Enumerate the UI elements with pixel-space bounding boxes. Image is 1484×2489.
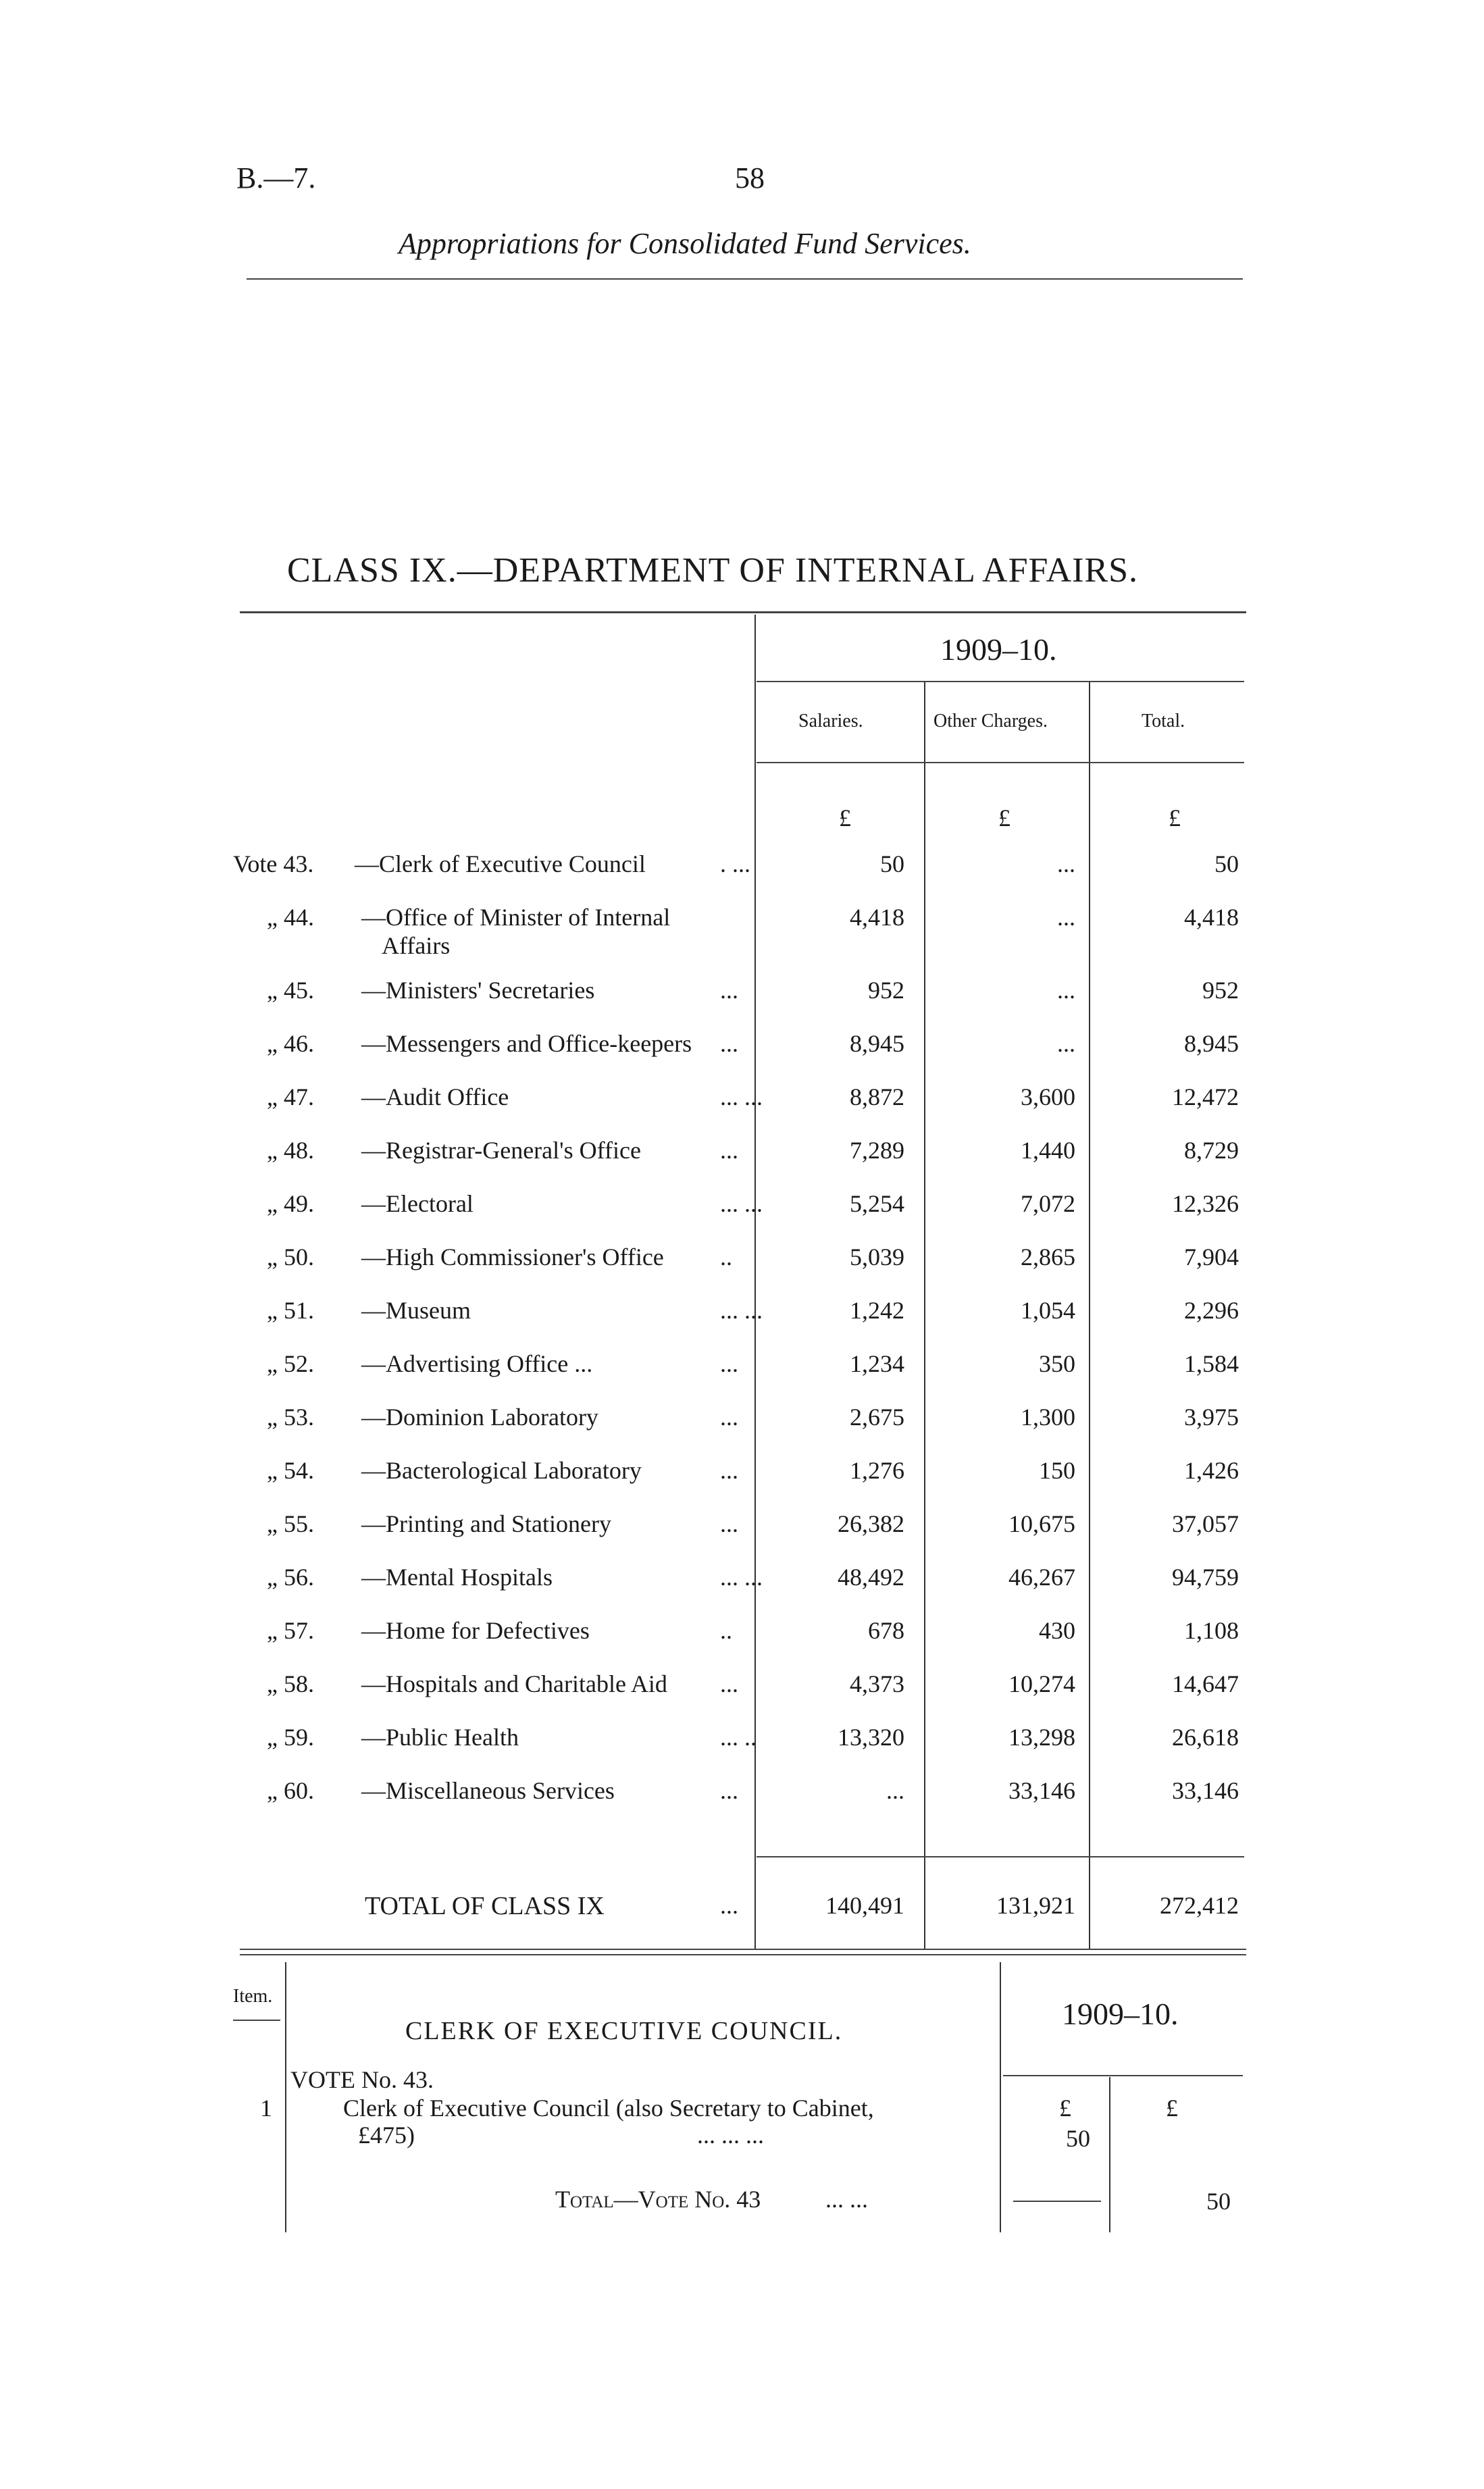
table-row <box>0 976 1484 1017</box>
vote-description: —Bacterological Laboratory <box>361 1457 642 1484</box>
total-cell: 14,647 <box>1172 1670 1239 1697</box>
col-header-total: Total. <box>1142 711 1185 732</box>
total-cell: 8,945 <box>1184 1030 1239 1057</box>
other-charges-cell: 1,440 <box>1021 1137 1075 1164</box>
vote-description: —Home for Defectives <box>361 1617 590 1644</box>
vote-number: „ 46. <box>267 1030 314 1057</box>
total-cell: 1,108 <box>1184 1617 1239 1644</box>
total-cell: 7,904 <box>1184 1243 1239 1271</box>
other-charges-cell: 430 <box>1039 1617 1075 1644</box>
total-cell: 1,584 <box>1184 1350 1239 1377</box>
class-table-year: 1909–10. <box>940 632 1057 667</box>
other-charges-cell: 10,274 <box>1008 1670 1075 1697</box>
item-column-header: Item. <box>233 1986 273 2007</box>
item-header-rule <box>233 2020 280 2021</box>
vote-description: —Ministers' Secretaries <box>361 977 595 1004</box>
vote-amount-inner-divider <box>1109 2077 1110 2232</box>
table-row <box>0 1083 1484 1123</box>
vote-number: „ 45. <box>267 977 314 1004</box>
salaries-cell: 26,382 <box>838 1510 904 1537</box>
vote-number: „ 47. <box>267 1083 314 1110</box>
item-description-cont: £475) <box>358 2122 415 2149</box>
total-rule <box>757 1856 1244 1857</box>
total-cell: 2,296 <box>1184 1297 1239 1324</box>
salaries-cell: 8,872 <box>850 1083 904 1110</box>
other-charges-cell: 2,865 <box>1021 1243 1075 1271</box>
dot-leader: ... <box>720 1350 738 1377</box>
vote-number: „ 54. <box>267 1457 314 1484</box>
salaries-cell: 13,320 <box>838 1724 904 1751</box>
table-row <box>0 1029 1484 1070</box>
other-charges-cell: 150 <box>1039 1457 1075 1484</box>
document-reference: B.—7. <box>236 161 316 195</box>
salaries-cell: 50 <box>880 850 904 877</box>
vote-number: „ 53. <box>267 1404 314 1431</box>
table-row <box>0 1243 1484 1283</box>
total-cell: 3,975 <box>1184 1404 1239 1431</box>
dot-leader: ... .. <box>720 1724 757 1751</box>
vote-number: „ 52. <box>267 1350 314 1377</box>
salaries-cell: 678 <box>868 1617 904 1644</box>
total-cell: 1,426 <box>1184 1457 1239 1484</box>
table-row <box>0 1403 1484 1443</box>
class-table-top-rule <box>240 611 1246 613</box>
vote-number: „ 56. <box>267 1564 314 1591</box>
vote-number: „ 57. <box>267 1617 314 1644</box>
table-row <box>0 850 1484 890</box>
currency-total: £ <box>1169 804 1181 831</box>
dot-leader: ... <box>720 1777 738 1804</box>
other-charges-cell: 10,675 <box>1008 1510 1075 1537</box>
total-cell: 94,759 <box>1172 1564 1239 1591</box>
header-divider <box>247 278 1243 280</box>
table-row <box>0 1456 1484 1497</box>
other-charges-cell: ... <box>1057 904 1075 931</box>
total-label: TOTAL OF CLASS IX <box>365 1892 605 1920</box>
vote-number: „ 59. <box>267 1724 314 1751</box>
vote-table-title: CLERK OF EXECUTIVE COUNCIL. <box>405 2017 843 2045</box>
vote-number: „ 50. <box>267 1243 314 1271</box>
table-row <box>0 1616 1484 1657</box>
dot-leader: ... <box>720 977 738 1004</box>
dot-leader: .. <box>720 1617 732 1644</box>
salaries-cell: 952 <box>868 977 904 1004</box>
year-rule <box>757 681 1244 682</box>
vote-description: —Printing and Stationery <box>361 1510 611 1537</box>
other-charges-cell: 1,054 <box>1021 1297 1075 1324</box>
vote-description: —Mental Hospitals <box>361 1564 553 1591</box>
salaries-cell: 7,289 <box>850 1137 904 1164</box>
salaries-cell: 5,254 <box>850 1190 904 1217</box>
vote-total-rule <box>1013 2201 1101 2202</box>
dot-leader: .. <box>720 1243 732 1271</box>
total-total: 272,412 <box>1160 1892 1239 1919</box>
vote-total-amount: 50 <box>1206 2188 1231 2215</box>
vote-description: —Audit Office <box>361 1083 509 1110</box>
item-amount: 50 <box>1066 2125 1090 2152</box>
vote-number-label: VOTE No. 43. <box>290 2066 434 2093</box>
salaries-cell: 1,234 <box>850 1350 904 1377</box>
vote-description: —Museum <box>361 1297 471 1324</box>
dot-leader: ... ... <box>720 1564 763 1591</box>
vote-number: „ 51. <box>267 1297 314 1324</box>
other-charges-cell: 3,600 <box>1021 1083 1075 1110</box>
vote-number: „ 48. <box>267 1137 314 1164</box>
dot-leader: ... <box>720 1030 738 1057</box>
salaries-cell: 8,945 <box>850 1030 904 1057</box>
vote-description: —Office of Minister of Internal <box>361 904 671 931</box>
table-row <box>0 1136 1484 1177</box>
salaries-cell: 48,492 <box>838 1564 904 1591</box>
other-charges-cell: 13,298 <box>1008 1724 1075 1751</box>
vote-number: „ 55. <box>267 1510 314 1537</box>
vote-table-year: 1909–10. <box>1062 1997 1179 2031</box>
vote-amount-divider <box>1000 1962 1001 2232</box>
vote-description: —Registrar-General's Office <box>361 1137 641 1164</box>
item-description: Clerk of Executive Council (also Secretary to Cabinet, <box>343 2095 874 2122</box>
table-row <box>0 1723 1484 1764</box>
dot-leader: . ... <box>720 850 750 877</box>
vote-description: —Miscellaneous Services <box>361 1777 615 1804</box>
class-table-bottom-rule-2 <box>240 1954 1246 1955</box>
vote-number: „ 49. <box>267 1190 314 1217</box>
total-cell: 4,418 <box>1184 904 1239 931</box>
dot-leader: ... <box>720 1510 738 1537</box>
table-row <box>0 1510 1484 1550</box>
vote-year-rule <box>1003 2075 1243 2076</box>
class-table-title: CLASS IX.—DEPARTMENT OF INTERNAL AFFAIRS. <box>287 551 1139 590</box>
vote-description: —Hospitals and Charitable Aid <box>361 1670 667 1697</box>
vote-number: „ 60. <box>267 1777 314 1804</box>
vote-description: —Electoral <box>361 1190 474 1217</box>
vote-description-cont: Affairs <box>382 932 451 959</box>
salaries-cell: 2,675 <box>850 1404 904 1431</box>
class-table-bottom-rule-1 <box>240 1949 1246 1950</box>
dot-leader: ... ... <box>720 1083 763 1110</box>
total-cell: 33,146 <box>1172 1777 1239 1804</box>
column-header-rule <box>757 762 1244 763</box>
other-charges-cell: ... <box>1057 850 1075 877</box>
total-cell: 37,057 <box>1172 1510 1239 1537</box>
total-other: 131,921 <box>996 1892 1075 1919</box>
dot-leader: ... <box>720 1670 738 1697</box>
vote-description: —Public Health <box>361 1724 519 1751</box>
total-cell: 8,729 <box>1184 1137 1239 1164</box>
other-charges-cell: 33,146 <box>1008 1777 1075 1804</box>
dot-leader: ... <box>720 1137 738 1164</box>
currency-other: £ <box>998 804 1010 831</box>
dot-leader: ... <box>720 1457 738 1484</box>
dot-leader: ... ... <box>720 1297 763 1324</box>
total-lead: ... <box>720 1892 738 1919</box>
salaries-cell: ... <box>886 1777 904 1804</box>
total-cell: 26,618 <box>1172 1724 1239 1751</box>
total-row <box>0 1891 1484 1932</box>
other-charges-cell: 350 <box>1039 1350 1075 1377</box>
table-row <box>0 1189 1484 1230</box>
table-row <box>0 1296 1484 1337</box>
dot-leader: ... <box>720 1404 738 1431</box>
col-header-salaries: Salaries. <box>798 711 863 732</box>
salaries-cell: 1,242 <box>850 1297 904 1324</box>
total-cell: 12,326 <box>1172 1190 1239 1217</box>
table-row <box>0 1670 1484 1710</box>
vote-description: —Dominion Laboratory <box>361 1404 598 1431</box>
vote-item-divider <box>285 1962 286 2232</box>
total-salaries: 140,491 <box>825 1892 904 1919</box>
vote-total-lead: ... ... <box>825 2186 868 2213</box>
col-header-other-charges: Other Charges. <box>933 711 1048 732</box>
other-charges-cell: ... <box>1057 1030 1075 1057</box>
total-cell: 952 <box>1202 977 1239 1004</box>
table-row <box>0 903 1484 959</box>
vote-total-label: Total—Vote No. 43 <box>555 2186 761 2213</box>
vote-description: —Clerk of Executive Council <box>355 850 646 877</box>
page-number: 58 <box>735 161 765 195</box>
total-cell: 50 <box>1214 850 1239 877</box>
other-charges-cell: 46,267 <box>1008 1564 1075 1591</box>
dot-leader: ... ... <box>720 1190 763 1217</box>
salaries-cell: 4,418 <box>850 904 904 931</box>
salaries-cell: 5,039 <box>850 1243 904 1271</box>
table-row <box>0 1776 1484 1817</box>
vote-currency-item: £ <box>1059 2095 1071 2122</box>
vote-description: —Messengers and Office-keepers <box>361 1030 692 1057</box>
salaries-cell: 4,373 <box>850 1670 904 1697</box>
salaries-cell: 1,276 <box>850 1457 904 1484</box>
vote-description: —High Commissioner's Office <box>361 1243 664 1271</box>
other-charges-cell: ... <box>1057 977 1075 1004</box>
vote-number: „ 58. <box>267 1670 314 1697</box>
item-number: 1 <box>260 2095 272 2122</box>
vote-number: Vote 43. <box>233 850 314 877</box>
other-charges-cell: 7,072 <box>1021 1190 1075 1217</box>
other-charges-cell: 1,300 <box>1021 1404 1075 1431</box>
item-leader: ... ... ... <box>697 2122 764 2149</box>
page-title: Appropriations for Consolidated Fund Services. <box>399 227 971 260</box>
table-row <box>0 1350 1484 1390</box>
vote-number: „ 44. <box>267 904 314 931</box>
currency-salaries: £ <box>839 804 851 831</box>
table-row <box>0 1563 1484 1603</box>
total-cell: 12,472 <box>1172 1083 1239 1110</box>
vote-description: —Advertising Office ... <box>361 1350 593 1377</box>
vote-currency-total: £ <box>1166 2095 1178 2122</box>
